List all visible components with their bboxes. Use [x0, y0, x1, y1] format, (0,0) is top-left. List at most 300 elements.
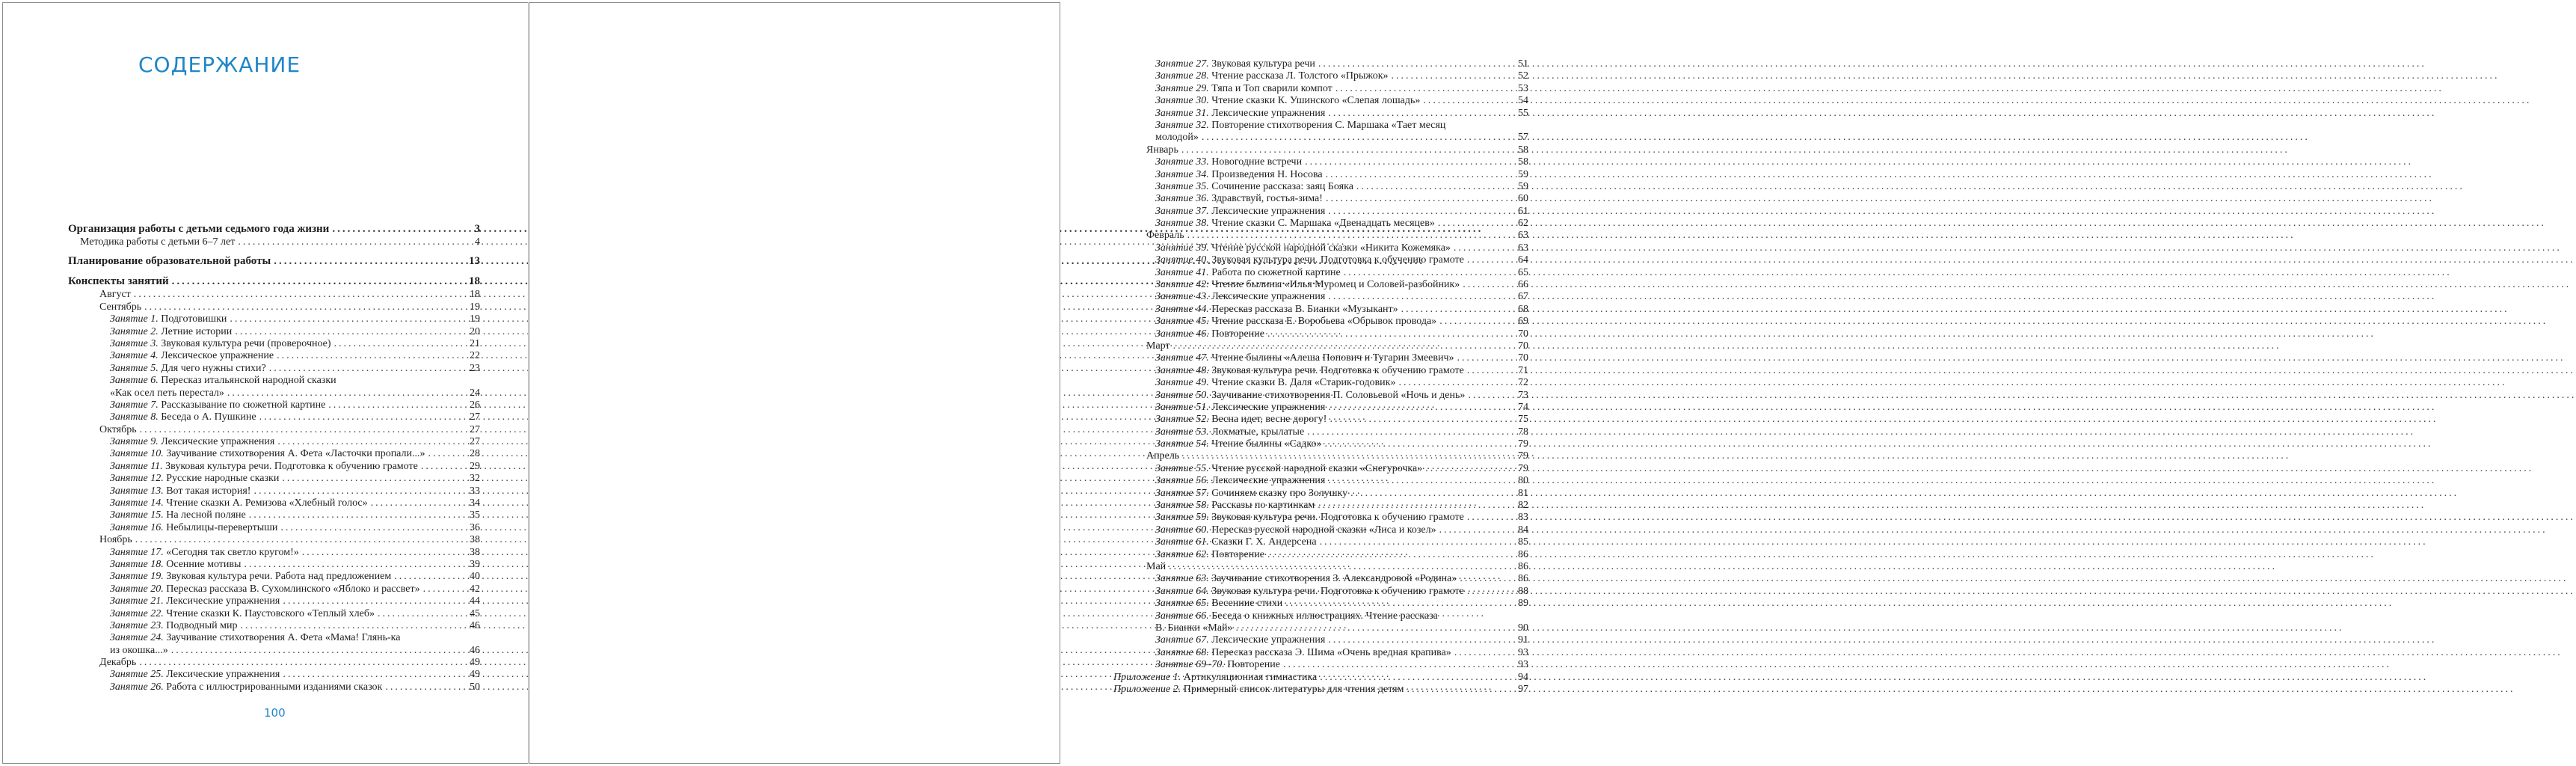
lesson-number: Занятие 27.: [1155, 58, 1209, 70]
toc-entry-label: [1155, 58, 1315, 70]
toc-entry[interactable]: [1113, 586, 1528, 598]
lesson-number: Занятие 69–70.: [1155, 659, 1225, 671]
toc-entry[interactable]: [1113, 132, 1528, 144]
lesson-number: Занятие 22.: [110, 607, 164, 619]
toc-entry-label: [1155, 438, 1322, 450]
toc-page-number: 55: [1518, 107, 1528, 119]
toc-entry-title: Чтение русской народной сказки «Снегурочка»: [1211, 462, 1423, 474]
lesson-number: Занятие 51.: [1155, 401, 1209, 413]
toc-entry[interactable]: [68, 222, 480, 236]
dot-leader: [224, 387, 467, 399]
toc-entry-title: Пересказ русской народной сказки «Лиса и козел»: [1211, 524, 1436, 536]
lesson-number: Занятие 8.: [110, 411, 159, 423]
toc-page-number: 68: [1518, 303, 1528, 315]
toc-entry[interactable]: [1113, 524, 1528, 536]
toc-page-number: 70: [1518, 352, 1528, 364]
toc-entry-title: Сочиняем сказку про Золушку: [1211, 487, 1348, 499]
toc-entry[interactable]: [68, 461, 480, 473]
toc-entry-label: [1155, 647, 1451, 659]
toc-page-number: 34: [470, 497, 480, 509]
toc-entry-title: Лексические упражнения: [166, 669, 280, 681]
toc-entry[interactable]: [1113, 193, 1528, 205]
dot-leader: [1454, 352, 1515, 364]
toc-page-number: 27: [470, 423, 480, 435]
lesson-number: Занятие 37.: [1155, 205, 1209, 217]
toc-entry[interactable]: [68, 236, 480, 248]
appendix-number: Приложение 2.: [1113, 683, 1181, 695]
toc-page-number: 27: [470, 436, 480, 448]
toc-page-number: 74: [1518, 401, 1528, 413]
toc-page-number: 63: [1518, 230, 1528, 242]
lesson-number: Занятие 2.: [110, 325, 159, 337]
toc-entry-title: Чтение русской народной сказки «Никита Кожемяка»: [1211, 242, 1451, 254]
toc-entry-title: Заучивание стихотворения А. Фета «Ласточки пропали...»: [166, 448, 425, 460]
toc-page-number: 97: [1518, 683, 1528, 695]
toc-page-number: 46: [470, 619, 480, 631]
toc-entry-title: Небылицы-перевертыши: [166, 521, 278, 533]
dot-leader: [1332, 83, 1515, 95]
dot-leader: [1325, 291, 1515, 303]
dot-leader: [1327, 414, 1515, 426]
toc-entry-title: Осенние мотивы: [166, 558, 242, 570]
page-title: СОДЕРЖАНИЕ: [138, 52, 301, 77]
toc-entry-label: [110, 620, 238, 632]
dot-leader: [1464, 586, 1515, 598]
toc-entry-label: [110, 313, 227, 325]
toc-page-number: 46: [470, 644, 480, 656]
toc-entry-label: [1155, 598, 1282, 610]
dot-leader: [241, 559, 467, 571]
toc-entry[interactable]: [1113, 402, 1528, 414]
toc-entry-title: Звуковая культура речи. Подготовка к обучению грамоте: [165, 460, 418, 472]
dot-leader: [141, 301, 467, 313]
dot-leader: [1347, 488, 1515, 500]
toc-entry[interactable]: [68, 313, 480, 325]
toc-page-number: 23: [470, 362, 480, 374]
toc-entry[interactable]: [1113, 108, 1528, 120]
toc-entry-label: [110, 595, 280, 607]
toc-entry[interactable]: [1113, 328, 1528, 340]
toc-entry[interactable]: [1113, 647, 1528, 659]
dot-leader: [1451, 647, 1515, 659]
toc-entry-title: Лексические упражнения: [1211, 401, 1326, 413]
toc-entry[interactable]: [1113, 279, 1528, 291]
dot-leader: [1280, 659, 1515, 671]
lesson-number: Занятие 46.: [1155, 328, 1209, 340]
toc-entry[interactable]: [1113, 549, 1528, 561]
toc-entry-label: [1155, 549, 1264, 561]
toc-entry[interactable]: [1113, 634, 1528, 646]
toc-entry[interactable]: [68, 275, 480, 289]
toc-entry-label: [1155, 634, 1325, 646]
toc-page-number: 91: [1518, 634, 1528, 646]
toc-entry[interactable]: [1113, 340, 1528, 352]
toc-entry-title: Новогодние встречи: [1211, 156, 1303, 168]
toc-entry-label: [110, 681, 382, 693]
lesson-number: Занятие 12.: [110, 473, 164, 485]
dot-leader: [1398, 304, 1515, 316]
lesson-number: Занятие 52.: [1155, 414, 1209, 426]
toc-entry[interactable]: [68, 254, 480, 269]
toc-entry-title: Пересказ рассказа В. Сухомлинского «Яблоко и рассвет»: [166, 583, 420, 595]
lesson-number: Занятие 29.: [1155, 82, 1209, 94]
lesson-number: Занятие 65.: [1155, 598, 1209, 610]
toc-entry-title-continued: из окошка...»: [110, 644, 168, 656]
toc-entry[interactable]: [1113, 242, 1528, 254]
toc-entry-title-continued: молодой»: [1155, 132, 1199, 144]
lesson-number: Занятие 57.: [1155, 487, 1209, 499]
dot-leader: [418, 461, 467, 473]
toc-entry-label: [1113, 672, 1317, 684]
toc-entry[interactable]: [1113, 598, 1528, 610]
toc-entry-title: Рассказывание по сюжетной картине: [161, 399, 326, 411]
dot-leader: [329, 222, 467, 236]
toc-entry-label: [1155, 267, 1341, 279]
dot-leader: [325, 399, 467, 411]
dot-leader: [1465, 390, 1515, 402]
dot-leader: [280, 669, 467, 681]
toc-entry[interactable]: [68, 620, 480, 632]
toc-page-number: 53: [1518, 82, 1528, 94]
toc-entry-label: [1146, 340, 1170, 352]
dot-leader: [1304, 426, 1515, 438]
toc-page-number: 3: [474, 223, 480, 235]
toc-entry[interactable]: [68, 326, 480, 338]
toc-entry-title: Работа по сюжетной картине: [1211, 266, 1341, 278]
toc-entry-title: Звуковая культура речи. Подготовка к обучению грамоте: [1211, 512, 1464, 524]
toc-entry[interactable]: [1113, 230, 1528, 242]
toc-entry[interactable]: [1113, 206, 1528, 218]
lesson-number: Занятие 40.: [1155, 254, 1209, 266]
toc-page-number: 71: [1518, 364, 1528, 376]
lesson-number: Занятие 9.: [110, 436, 159, 448]
month-heading: Март: [1146, 340, 1170, 352]
toc-entry-line[interactable]: [1113, 120, 1528, 132]
toc-page-number: 79: [1518, 450, 1528, 462]
toc-entry[interactable]: [1113, 561, 1528, 573]
toc-entry[interactable]: [68, 522, 480, 534]
toc-page-number: 58: [1518, 144, 1528, 156]
toc-entry-title: Пересказ рассказа В. Бианки «Музыкант»: [1211, 303, 1398, 315]
toc-entry-label: [110, 436, 274, 448]
toc-page-number: 72: [1518, 377, 1528, 389]
toc-entry-label: [1155, 659, 1280, 671]
toc-entry-label: [1155, 206, 1325, 218]
toc-entry[interactable]: [68, 448, 480, 460]
toc-entry[interactable]: [68, 583, 480, 595]
appendix-number: Приложение 1.: [1113, 671, 1181, 683]
toc-entry-line[interactable]: [1113, 610, 1528, 622]
toc-entry[interactable]: [1113, 475, 1528, 487]
toc-entry-label: [1155, 402, 1325, 414]
lesson-number: Занятие 42.: [1155, 279, 1209, 291]
toc-entry-line[interactable]: [68, 632, 480, 644]
toc-entry[interactable]: [68, 608, 480, 620]
toc-entry-label: [99, 657, 136, 669]
dot-leader: [420, 583, 467, 595]
toc-entry[interactable]: [1113, 267, 1528, 279]
toc-entry[interactable]: [1113, 573, 1528, 585]
dot-leader: [279, 473, 467, 485]
toc-entry[interactable]: [1113, 500, 1528, 512]
toc-entry[interactable]: [1113, 438, 1528, 450]
toc-entry-label: [1146, 450, 1179, 462]
toc-entry[interactable]: [68, 497, 480, 509]
toc-page-number: 73: [1518, 389, 1528, 401]
toc-entry[interactable]: [1113, 426, 1528, 438]
left-page: [2, 2, 531, 764]
toc-entry[interactable]: [1113, 144, 1528, 156]
toc-entry[interactable]: [68, 301, 480, 313]
section-heading: Организация работы с детьми седьмого года жизни: [68, 223, 330, 235]
lesson-number: Занятие 49.: [1155, 377, 1209, 389]
toc-page-number: 86: [1518, 561, 1528, 572]
toc-entry[interactable]: [1113, 352, 1528, 364]
lesson-number: Занятие 13.: [110, 485, 164, 497]
toc-page-number: 29: [470, 460, 480, 472]
toc-entry-label: [1155, 83, 1332, 95]
toc-entry[interactable]: [68, 473, 480, 485]
month-heading: Октябрь: [99, 423, 137, 435]
lesson-number: Занятие 32.: [1155, 119, 1209, 131]
toc-entry-label: [1155, 108, 1325, 120]
toc-entry-title: Беседа о А. Пушкине: [161, 411, 256, 423]
toc-entry[interactable]: [1113, 181, 1528, 193]
toc-page-number: 62: [1518, 218, 1528, 230]
toc-entry[interactable]: [68, 399, 480, 411]
toc-page-number: 78: [1518, 426, 1528, 438]
toc-entry-title: Здравствуй, гостья-зима!: [1211, 193, 1323, 205]
dot-leader: [331, 338, 467, 350]
toc-page-number: 13: [469, 255, 480, 268]
lesson-number: Занятие 60.: [1155, 524, 1209, 536]
toc-entry[interactable]: [1113, 304, 1528, 316]
toc-entry[interactable]: [1113, 83, 1528, 95]
toc-entry-label: [1155, 365, 1464, 377]
toc-entry[interactable]: [1113, 451, 1528, 463]
lesson-number: Занятие 19.: [110, 571, 164, 583]
toc-entry[interactable]: [1113, 169, 1528, 181]
toc-entry-title: Чтение былины «Илья Муромец и Соловей-разбойник»: [1211, 279, 1460, 291]
toc-page-number: 67: [1518, 291, 1528, 303]
toc-page-number: 21: [470, 337, 480, 349]
toc-page-number: 28: [470, 448, 480, 460]
section-heading: Методика работы с детьми 6–7 лет: [80, 236, 236, 248]
toc-entry-line[interactable]: [68, 375, 480, 387]
toc-entry-title: Чтение рассказа Е. Воробьева «Обрывок провода»: [1211, 316, 1437, 328]
toc-entry[interactable]: [68, 485, 480, 497]
toc-entry[interactable]: [68, 338, 480, 350]
toc-page-number: 86: [1518, 573, 1528, 585]
toc-entry[interactable]: [1113, 672, 1528, 684]
toc-page-number: 94: [1518, 671, 1528, 683]
toc-entry-title: Лексические упражнения: [1211, 107, 1326, 119]
dot-leader: [277, 522, 467, 534]
dot-leader: [1170, 340, 1515, 352]
dot-leader: [1325, 634, 1515, 646]
toc-entry[interactable]: [1113, 156, 1528, 168]
lesson-number: Занятие 44.: [1155, 303, 1209, 315]
toc-entry[interactable]: [1113, 95, 1528, 107]
toc-entry[interactable]: [68, 595, 480, 607]
dot-leader: [1325, 108, 1515, 120]
toc-entry-label: [1155, 390, 1465, 402]
toc-page-number: 90: [1518, 622, 1528, 634]
toc-page-number: 19: [470, 301, 480, 313]
dot-leader: [168, 645, 467, 657]
toc-page-number: 45: [470, 607, 480, 619]
toc-entry-label: [1155, 304, 1398, 316]
toc-entry-title: Весенние стихи: [1211, 598, 1283, 610]
dot-leader: [1436, 316, 1515, 328]
toc-entry-label: [1155, 279, 1460, 291]
toc-entry[interactable]: [68, 645, 480, 657]
toc-entry-label: [1155, 377, 1395, 389]
dot-leader: [1325, 475, 1515, 487]
toc-entry[interactable]: [1113, 70, 1528, 82]
dot-leader: [1464, 254, 1515, 266]
toc-entry-label: [80, 236, 235, 248]
dot-leader: [1323, 169, 1515, 181]
toc-entry[interactable]: [1113, 58, 1528, 70]
lesson-number: Занятие 47.: [1155, 352, 1209, 364]
dot-leader: [1184, 230, 1515, 242]
toc-entry[interactable]: [68, 547, 480, 559]
toc-entry-label: [110, 509, 246, 521]
lesson-number: Занятие 28.: [1155, 70, 1209, 82]
toc-page-number: 40: [470, 571, 480, 583]
lesson-number: Занятие 58.: [1155, 500, 1209, 512]
toc-entry[interactable]: [68, 657, 480, 669]
toc-entry-title: Для чего нужны стихи?: [161, 362, 266, 374]
toc-entry[interactable]: [1113, 414, 1528, 426]
toc-page-number: 80: [1518, 475, 1528, 487]
toc-entry[interactable]: [1113, 218, 1528, 230]
toc-page-number: 50: [470, 681, 480, 693]
toc-entry[interactable]: [1113, 254, 1528, 266]
toc-entry[interactable]: [1113, 390, 1528, 402]
dot-leader: [137, 424, 467, 436]
toc-entry[interactable]: [68, 289, 480, 301]
toc-entry-title: Чтение рассказа Л. Толстого «Прыжок»: [1211, 70, 1389, 82]
dot-leader: [1341, 267, 1515, 279]
toc-entry[interactable]: [1113, 622, 1528, 634]
toc-page-number: 81: [1518, 487, 1528, 499]
toc-entry-title: Лексические упражнения: [1211, 205, 1326, 217]
toc-entry-title: Сочинение рассказа: заяц Бояка: [1211, 180, 1353, 192]
lesson-number: Занятие 17.: [110, 546, 164, 558]
toc-entry[interactable]: [1113, 488, 1528, 500]
toc-entry-label: [1155, 181, 1353, 193]
toc-page-number: 49: [470, 657, 480, 669]
toc-page-number: 26: [470, 399, 480, 411]
toc-page-number: 66: [1518, 279, 1528, 291]
toc-entry[interactable]: [68, 411, 480, 423]
toc-entry[interactable]: [1113, 463, 1528, 475]
dot-leader: [425, 448, 467, 460]
toc-entry-title: Чтение былины «Алеша Попович и Тугарин Змеевич»: [1211, 352, 1454, 364]
toc-entry-title: Звуковая культура речи. Подготовка к обучению грамоте: [1211, 364, 1464, 376]
lesson-number: Занятие 56.: [1155, 475, 1209, 487]
toc-entry[interactable]: [68, 436, 480, 448]
dot-leader: [232, 326, 467, 338]
toc-entry[interactable]: [1113, 512, 1528, 524]
toc-entry-label: [1155, 475, 1325, 487]
toc-page-number: 84: [1518, 524, 1528, 536]
dot-leader: [238, 620, 467, 632]
toc-entry[interactable]: [68, 670, 480, 681]
toc-page-number: 61: [1518, 205, 1528, 217]
toc-entry-title: Беседа о книжных иллюстрациях. Чтение рассказа: [1211, 610, 1438, 622]
right-page: [529, 2, 1528, 764]
dot-leader: [274, 350, 467, 362]
lesson-number: Занятие 54.: [1155, 438, 1209, 450]
lesson-number: Занятие 63.: [1155, 573, 1209, 585]
dot-leader: [1166, 561, 1515, 573]
toc-entry-label: [99, 424, 137, 436]
lesson-number: Занятие 1.: [110, 313, 159, 325]
toc-entry-label: [99, 301, 141, 313]
toc-entry-label: [1155, 500, 1315, 512]
toc-entry[interactable]: [1113, 291, 1528, 303]
toc-entry[interactable]: [68, 509, 480, 521]
toc-entry[interactable]: [68, 350, 480, 362]
toc-entry[interactable]: [68, 534, 480, 546]
toc-page-number: 93: [1518, 659, 1528, 671]
toc-entry[interactable]: [1113, 536, 1528, 548]
toc-entry[interactable]: [1113, 377, 1528, 389]
toc-entry-title: Звуковая культура речи. Работа над предложением: [166, 571, 392, 583]
lesson-number: Занятие 50.: [1155, 389, 1209, 401]
toc-entry-label: [1155, 316, 1436, 328]
toc-entry-label: [1155, 156, 1302, 168]
toc-entry[interactable]: [68, 363, 480, 375]
lesson-number: Занятие 36.: [1155, 193, 1209, 205]
lesson-number: Занятие 23.: [110, 619, 164, 631]
toc-entry[interactable]: [1113, 659, 1528, 671]
toc-entry-label: [1155, 463, 1422, 475]
dot-leader: [1282, 598, 1515, 610]
toc-entry-label: [110, 583, 420, 595]
toc-entry[interactable]: [68, 387, 480, 399]
dot-leader: [391, 571, 467, 583]
lesson-number: Занятие 38.: [1155, 218, 1209, 230]
toc-page-number: 39: [470, 558, 480, 570]
lesson-number: Занятие 11.: [110, 460, 163, 472]
toc-page-number: 36: [470, 521, 480, 533]
toc-entry-label: [1155, 426, 1304, 438]
toc-entry-title: Пересказ итальянской народной сказки: [161, 375, 336, 387]
toc-entry-label: [1146, 561, 1166, 573]
toc-page-number: 27: [470, 411, 480, 423]
toc-entry-title: Лексическое упражнение: [161, 350, 274, 362]
toc-entry-label: [1155, 193, 1323, 205]
toc-entry[interactable]: [68, 559, 480, 571]
toc-entry-title: Лексические упражнения: [1211, 475, 1326, 487]
dot-leader: [1322, 438, 1515, 450]
toc-entry[interactable]: [68, 424, 480, 436]
lesson-number: Занятие 39.: [1155, 242, 1209, 254]
toc-entry[interactable]: [68, 681, 480, 693]
toc-entry-label: [1155, 512, 1464, 524]
toc-entry[interactable]: [1113, 316, 1528, 328]
toc-entry[interactable]: [68, 571, 480, 583]
toc-entry-title: Сказки Г. Х. Андерсена: [1211, 536, 1317, 548]
section-heading: Конспекты занятий: [68, 275, 169, 288]
toc-entry[interactable]: [1113, 365, 1528, 377]
toc-entry[interactable]: [1113, 684, 1528, 696]
toc-page-number: 79: [1518, 462, 1528, 474]
